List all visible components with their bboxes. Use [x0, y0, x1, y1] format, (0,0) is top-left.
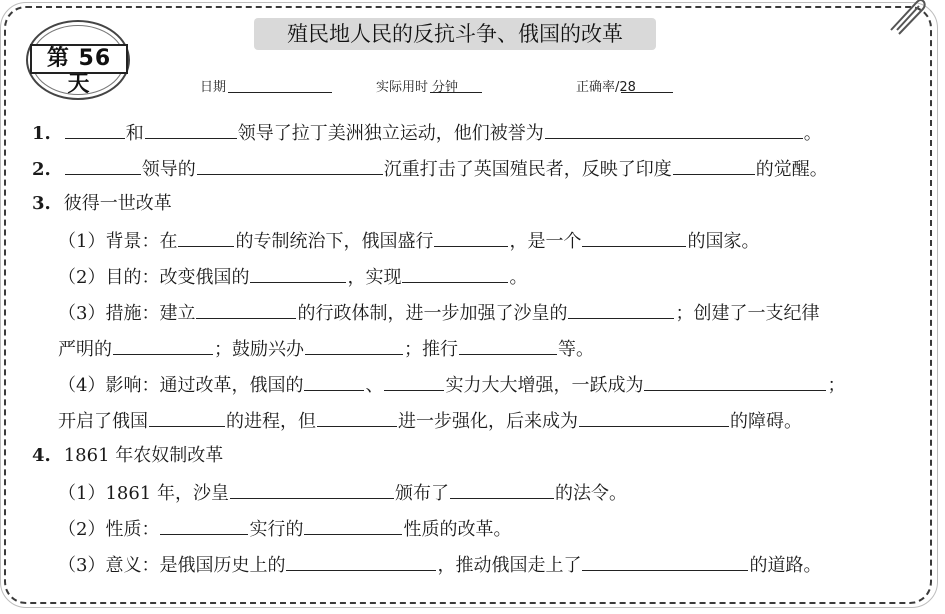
answer-blank[interactable] [579, 406, 729, 427]
answer-blank[interactable] [149, 406, 225, 427]
question-3-3-cont [58, 334, 594, 364]
question-text: （2）目的：改变俄国的 [58, 267, 250, 288]
accuracy-blank[interactable] [621, 78, 673, 93]
answer-blank[interactable] [582, 226, 686, 247]
question-3-4 [58, 370, 845, 400]
answer-blank[interactable] [196, 298, 296, 319]
question-text: （4）影响：通过改革，俄国的 [58, 375, 304, 396]
question-number: 3. [32, 193, 51, 214]
question-text: 。 [803, 123, 822, 144]
question-text: （3）措施：建立 [58, 303, 196, 324]
answer-blank[interactable] [145, 118, 237, 139]
answer-blank[interactable] [286, 550, 436, 571]
answer-blank[interactable] [305, 334, 403, 355]
question-number: 2. [32, 159, 51, 180]
answer-blank[interactable] [450, 478, 554, 499]
answer-blank[interactable] [317, 406, 397, 427]
question-title: 1861 年农奴制改革 [63, 445, 224, 466]
answer-blank[interactable] [160, 514, 248, 535]
accuracy-field [576, 76, 636, 95]
question-3-2 [58, 262, 527, 292]
meta-row [200, 74, 760, 96]
question-text: ，推动俄国走上了 [437, 555, 582, 576]
question-text: （2）性质： [58, 519, 160, 540]
question-text: 进一步强化，后来成为 [398, 411, 578, 432]
question-text: 的专制统治下，俄国盛行 [235, 231, 434, 252]
question-3-1 [58, 226, 759, 256]
question-text: ； [827, 375, 846, 396]
question-text: 严明的 [58, 339, 112, 360]
answer-blank[interactable] [582, 550, 748, 571]
question-text: ；创建了一支纪律 [675, 303, 820, 324]
question-text: 等。 [558, 339, 594, 360]
question-text: 。 [509, 267, 528, 288]
question-text: （1）背景：在 [58, 231, 178, 252]
question-4-2 [58, 514, 511, 544]
date-blank[interactable] [228, 78, 332, 93]
answer-blank[interactable] [402, 262, 508, 283]
question-4-3 [58, 550, 821, 580]
question-text: 性质的改革。 [403, 519, 512, 540]
answer-blank[interactable] [434, 226, 508, 247]
answer-blank[interactable] [113, 334, 213, 355]
date-field [200, 76, 226, 95]
question-text: ；推行 [404, 339, 458, 360]
date-label: 日期 [200, 80, 227, 95]
answer-blank[interactable] [644, 370, 826, 391]
time-unit: 分钟 [432, 80, 459, 95]
answer-blank[interactable] [545, 118, 803, 139]
answer-blank[interactable] [568, 298, 674, 319]
question-text: 领导的 [141, 159, 196, 180]
answer-blank[interactable] [65, 154, 141, 175]
question-title: 彼得一世改革 [63, 193, 172, 214]
question-text: 实行的 [249, 519, 304, 540]
question-text: 的障碍。 [730, 411, 802, 432]
question-text: ；鼓励兴办 [214, 339, 304, 360]
page-title: 殖民地人民的反抗斗争、俄国的改革 [254, 18, 656, 50]
answer-blank[interactable] [384, 370, 444, 391]
answer-blank[interactable] [197, 154, 383, 175]
accuracy-total: /28 [615, 80, 636, 95]
question-text: 的国家。 [687, 231, 760, 252]
answer-blank[interactable] [304, 514, 402, 535]
question-4-1 [58, 478, 627, 508]
question-text: 的道路。 [749, 555, 822, 576]
answer-blank[interactable] [178, 226, 234, 247]
question-text: （1）1861 年，沙皇 [58, 483, 229, 504]
answer-blank[interactable] [304, 370, 364, 391]
answer-blank[interactable] [459, 334, 557, 355]
question-text: 的行政体制，进一步加强了沙皇的 [297, 303, 568, 324]
question-2 [32, 154, 828, 184]
question-3-3 [58, 298, 819, 328]
question-text: 的觉醒。 [755, 159, 828, 180]
question-text: 领导了拉丁美洲独立运动，他们被誉为 [237, 123, 544, 144]
question-number: 4. [32, 445, 51, 466]
time-blank[interactable] [430, 78, 482, 93]
question-3-4-cont [58, 406, 802, 436]
answer-blank[interactable] [673, 154, 755, 175]
question-4 [32, 442, 223, 470]
accuracy-label: 正确率 [576, 80, 616, 95]
question-text: （3）意义：是俄国历史上的 [58, 555, 286, 576]
question-text: 的进程，但 [226, 411, 316, 432]
question-1 [32, 118, 822, 148]
answer-blank[interactable] [65, 118, 125, 139]
question-text: 、 [365, 375, 384, 396]
paperclip-icon [883, 0, 927, 36]
question-text: 和 [125, 123, 144, 144]
answer-blank[interactable] [250, 262, 346, 283]
day-badge [18, 20, 138, 100]
question-text: 颁布了 [394, 483, 449, 504]
question-text: ，是一个 [509, 231, 582, 252]
time-field [376, 76, 458, 95]
day-label: 第 56 天 [30, 44, 128, 74]
question-text: 开启了俄国 [58, 411, 148, 432]
question-text: 实力大大增强，一跃成为 [445, 375, 644, 396]
question-3 [32, 190, 172, 218]
question-text: ，实现 [347, 267, 402, 288]
question-text: 的法令。 [554, 483, 627, 504]
time-label: 实际用时 [376, 80, 429, 95]
question-number: 1. [32, 123, 51, 144]
answer-blank[interactable] [230, 478, 394, 499]
question-text: 沉重打击了英国殖民者，反映了印度 [383, 159, 672, 180]
